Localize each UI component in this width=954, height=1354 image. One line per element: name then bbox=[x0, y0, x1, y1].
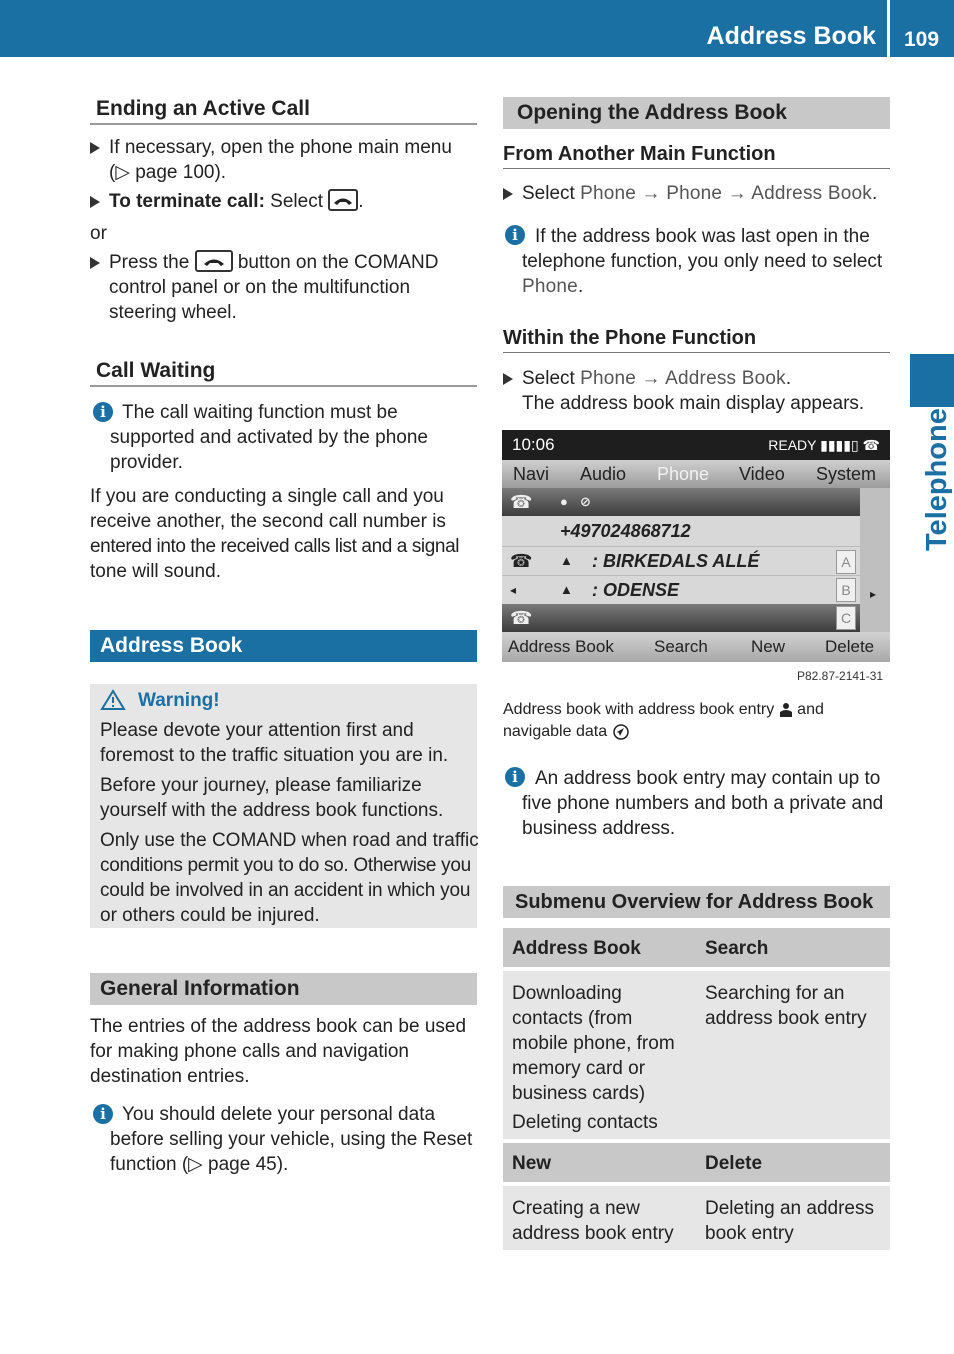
side-tab-label-wrap bbox=[921, 408, 954, 555]
text-line: supported and activated by the phone bbox=[110, 427, 428, 448]
text-line: Please devote your attention first and bbox=[100, 720, 414, 741]
text-line: mobile phone, from bbox=[512, 1033, 675, 1054]
text-line: entered into the received calls list and a signal bbox=[90, 536, 460, 557]
text-line: Deleting an address bbox=[705, 1198, 874, 1219]
text-span: and bbox=[797, 701, 824, 718]
general-info-heading: General Information bbox=[90, 973, 477, 1005]
list-row[interactable] bbox=[502, 575, 860, 603]
side-tab-marker bbox=[910, 354, 954, 407]
divider bbox=[90, 385, 477, 387]
menu-navi[interactable]: Navi bbox=[513, 464, 550, 484]
navigable-icon bbox=[612, 723, 630, 741]
info-note bbox=[110, 1102, 482, 1177]
entry-city: : ODENSE bbox=[592, 580, 680, 600]
menu-video[interactable]: Video bbox=[739, 464, 785, 484]
list-row[interactable] bbox=[502, 517, 860, 545]
header-divider bbox=[887, 0, 890, 57]
or-text: or bbox=[90, 223, 107, 244]
submenu-heading: Submenu Overview for Address Book bbox=[503, 886, 890, 918]
text-span: navigable data bbox=[503, 723, 608, 740]
navigable-icon: ⊘ bbox=[580, 494, 591, 509]
phone-icon: ☎ bbox=[510, 492, 533, 512]
text-span: Press the bbox=[109, 252, 190, 273]
left-arrow-icon: ◂ bbox=[510, 583, 517, 597]
text-line: An address book entry may contain up to bbox=[535, 768, 881, 789]
text-line: address book entry bbox=[705, 1008, 867, 1029]
entry-number: +497024868712 bbox=[560, 521, 691, 541]
bullet-arrow-icon bbox=[90, 142, 100, 154]
table-cell bbox=[503, 971, 696, 1139]
paragraph bbox=[90, 1014, 480, 1089]
text-line: function (▷ page 45). bbox=[110, 1154, 289, 1175]
text-line: for making phone calls and navigation bbox=[90, 1041, 409, 1062]
list-row[interactable] bbox=[502, 488, 860, 516]
text-line: You should delete your personal data bbox=[122, 1104, 436, 1125]
warning-icon bbox=[100, 689, 126, 718]
text-line: yourself with the address book functions. bbox=[100, 800, 444, 821]
opening-heading: Opening the Address Book bbox=[503, 97, 890, 129]
divider bbox=[503, 352, 890, 353]
list-item bbox=[503, 181, 893, 207]
table-row bbox=[503, 971, 890, 1139]
text-line: The entries of the address book can be used bbox=[90, 1016, 467, 1037]
text-line: memory card or bbox=[512, 1058, 646, 1079]
from-another-heading: From Another Main Function bbox=[503, 143, 776, 165]
menu-audio[interactable]: Audio bbox=[580, 464, 627, 484]
phone-hangup-icon bbox=[195, 250, 233, 272]
status-text: READY ▮▮▮▮▯ ☎ bbox=[768, 437, 880, 453]
text-line: before selling your vehicle, using the Reset bbox=[110, 1129, 473, 1150]
text-line: provider. bbox=[110, 452, 183, 473]
info-note bbox=[522, 224, 892, 299]
main-menu bbox=[502, 460, 890, 488]
column-header: Search bbox=[696, 928, 890, 967]
text-span: Address book with address book entry bbox=[503, 701, 775, 718]
phone-icon: ☎ bbox=[510, 608, 533, 628]
softkey-address-book[interactable]: Address Book bbox=[508, 637, 614, 656]
table-cell bbox=[696, 1186, 890, 1250]
letter-a[interactable]: A bbox=[836, 550, 856, 574]
column-header: Address Book bbox=[503, 928, 696, 967]
phone-hangup-icon bbox=[328, 189, 358, 211]
text-line: Searching for an bbox=[705, 983, 845, 1004]
info-icon: i bbox=[505, 767, 525, 787]
entry-street: : BIRKEDALS ALLÉ bbox=[592, 551, 760, 571]
text-line: five phone numbers and both a private and bbox=[522, 793, 884, 814]
clock: 10:06 bbox=[512, 435, 555, 454]
text-line: or others could be injured. bbox=[100, 905, 320, 926]
table-cell bbox=[696, 971, 890, 1139]
divider bbox=[90, 123, 477, 125]
text-line: (▷ page 100). bbox=[109, 162, 227, 183]
text-span: . bbox=[871, 183, 878, 204]
text-line: business cards) bbox=[512, 1083, 646, 1104]
list-item bbox=[503, 366, 893, 416]
text-line: business address. bbox=[522, 818, 676, 839]
right-arrow-icon: ▸ bbox=[870, 587, 877, 601]
figure-caption bbox=[503, 699, 824, 743]
bold-label: To terminate call: bbox=[109, 191, 265, 212]
bullet-arrow-icon bbox=[90, 257, 100, 269]
letter-c[interactable]: C bbox=[836, 606, 856, 630]
text-line: telephone function, you only need to select bbox=[522, 251, 883, 272]
text-line: steering wheel. bbox=[109, 302, 237, 323]
call-waiting-heading: Call Waiting bbox=[96, 359, 216, 382]
list-item bbox=[90, 135, 477, 185]
text-line: destination entries. bbox=[90, 1066, 250, 1087]
within-heading: Within the Phone Function bbox=[503, 327, 757, 349]
list-row[interactable] bbox=[502, 604, 860, 632]
submenu-table bbox=[503, 928, 890, 1250]
text-span: . bbox=[577, 276, 584, 297]
column-header: Delete bbox=[696, 1143, 890, 1182]
text-line: Only use the COMAND when road and traffic bbox=[100, 830, 479, 851]
list-row[interactable] bbox=[502, 546, 860, 574]
text-line: contacts (from bbox=[512, 1008, 633, 1029]
text-span: . bbox=[785, 368, 792, 389]
side-tab-label: Telephone bbox=[921, 408, 953, 551]
bullet-arrow-icon bbox=[503, 373, 513, 385]
menu-path: Phone → Address Book bbox=[580, 368, 786, 389]
info-note bbox=[522, 766, 894, 841]
table-header-row bbox=[503, 928, 890, 967]
text-line: Deleting contacts bbox=[512, 1112, 658, 1133]
text-line: address book entry bbox=[512, 1223, 674, 1244]
softkey-search[interactable]: Search bbox=[654, 637, 708, 656]
person-icon: ▲ bbox=[560, 553, 573, 568]
person-icon bbox=[779, 702, 793, 718]
text-line: could be involved in an accident in which you bbox=[100, 880, 471, 901]
page-number: 109 bbox=[904, 28, 940, 51]
ending-call-heading: Ending an Active Call bbox=[96, 97, 310, 120]
header-title: Address Book bbox=[706, 22, 876, 50]
text-line: book entry bbox=[705, 1223, 794, 1244]
text-line: The address book main display appears. bbox=[522, 393, 865, 414]
address-book-screenshot bbox=[502, 430, 890, 662]
text-line: conditions permit you to do so. Otherwise you bbox=[100, 855, 471, 876]
softkey-delete[interactable]: Delete bbox=[825, 637, 875, 656]
text-line: If necessary, open the phone main menu bbox=[109, 137, 452, 158]
divider bbox=[503, 168, 890, 169]
text-line: Creating a new bbox=[512, 1198, 640, 1219]
phone-icon: ☎ bbox=[510, 551, 533, 571]
bottom-menu bbox=[502, 632, 890, 662]
menu-system[interactable]: System bbox=[816, 464, 877, 484]
info-icon: i bbox=[93, 1104, 113, 1124]
text-line: If you are conducting a single call and you bbox=[90, 486, 444, 507]
text-line: control panel or on the multifunction bbox=[109, 277, 411, 298]
text-line: foremost to the traffic situation you are in. bbox=[100, 745, 449, 766]
text-line: tone will sound. bbox=[90, 561, 221, 582]
person-icon: ● bbox=[560, 494, 568, 509]
image-code: P82.87-2141-31 bbox=[797, 669, 884, 683]
status-bar bbox=[502, 430, 890, 460]
menu-phone[interactable]: Phone bbox=[657, 464, 710, 484]
bullet-arrow-icon bbox=[503, 188, 513, 200]
warning-text bbox=[100, 718, 479, 928]
address-book-section-heading: Address Book bbox=[90, 630, 477, 662]
info-note bbox=[110, 400, 480, 475]
column-header: New bbox=[503, 1143, 696, 1182]
text-line: If the address book was last open in the bbox=[535, 226, 870, 247]
text-span: Select bbox=[522, 183, 575, 204]
warning-title: Warning! bbox=[138, 690, 220, 711]
building-icon: ▲ bbox=[560, 582, 573, 597]
text-line: Before your journey, please familiarize bbox=[100, 775, 422, 796]
text-span: Phone bbox=[522, 276, 578, 297]
list-item bbox=[90, 189, 477, 215]
text-span: Select bbox=[522, 368, 575, 389]
text-span: button on the COMAND bbox=[237, 252, 439, 273]
text-line: Downloading bbox=[512, 983, 622, 1004]
text-line: The call waiting function must be bbox=[122, 402, 398, 423]
list-item bbox=[90, 250, 477, 326]
paragraph bbox=[90, 484, 480, 584]
table-cell bbox=[503, 1186, 696, 1250]
text-span: Select bbox=[264, 191, 323, 212]
letter-b[interactable]: B bbox=[836, 578, 856, 602]
table-row bbox=[503, 1186, 890, 1250]
info-icon: i bbox=[505, 225, 525, 245]
text-span: . bbox=[358, 191, 364, 212]
scrollbar[interactable] bbox=[860, 488, 890, 632]
menu-path: Phone → Phone → Address Book bbox=[580, 183, 872, 204]
softkey-new[interactable]: New bbox=[751, 637, 786, 656]
bullet-arrow-icon bbox=[90, 196, 100, 208]
info-icon: i bbox=[93, 402, 113, 422]
table-header-row bbox=[503, 1143, 890, 1182]
text-line: receive another, the second call number is bbox=[90, 511, 446, 532]
